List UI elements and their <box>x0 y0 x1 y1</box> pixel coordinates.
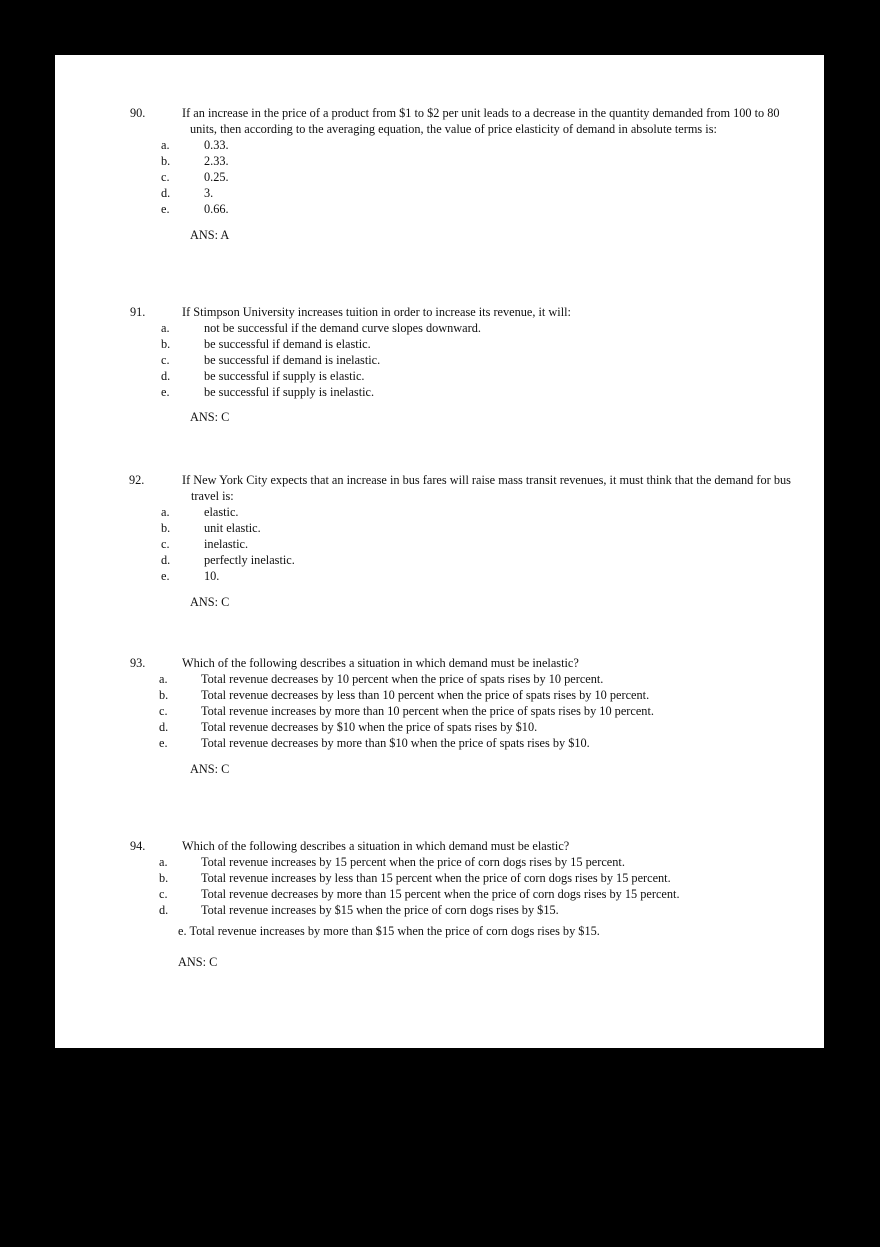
question-stem-94 <box>55 838 824 854</box>
option-letter: b. <box>159 871 169 886</box>
question-block-90 <box>55 105 824 243</box>
document-page-sheet <box>55 55 824 1048</box>
option-item[interactable] <box>55 536 824 552</box>
option-letter: d. <box>161 369 171 384</box>
option-text: Total revenue decreases by less than 10 percent when the price of spats rises by 10 percent. <box>201 688 650 703</box>
option-list-91 <box>55 320 824 400</box>
option-item[interactable] <box>55 320 824 336</box>
answer-line-93: ANS: C <box>190 762 230 777</box>
option-text: Total revenue decreases by $10 when the price of spats rises by $10. <box>201 720 538 735</box>
answer-line-94: ANS: C <box>178 955 218 970</box>
option-letter: a. <box>159 672 168 687</box>
question-number-90: 90. <box>130 106 146 120</box>
option-item[interactable] <box>55 352 824 368</box>
option-letter: b. <box>161 337 171 352</box>
question-stem-text-93: Which of the following describes a situation in which demand must be inelastic? <box>182 656 579 670</box>
option-letter: d. <box>159 903 169 918</box>
option-letter: e. <box>161 202 170 217</box>
option-item[interactable] <box>55 201 824 217</box>
option-text: be successful if supply is inelastic. <box>204 385 375 400</box>
option-item[interactable] <box>55 923 824 939</box>
option-item[interactable] <box>55 552 824 568</box>
question-number-92: 92. <box>129 473 145 487</box>
option-item[interactable] <box>55 568 824 584</box>
option-text: be successful if supply is elastic. <box>204 369 365 384</box>
option-text: not be successful if the demand curve slopes downward. <box>204 321 481 336</box>
question-stem-text-90: If an increase in the price of a product from $1 to $2 per unit leads to a decrease in the quantity demanded from 100 to 80 units, then according to the averaging equation, the value of price elasticity of demand in absolute terms is: <box>182 106 780 137</box>
option-letter: e. <box>161 385 170 400</box>
option-text: Total revenue decreases by more than $10 when the price of spats rises by $10. <box>201 736 590 751</box>
option-text: 0.25. <box>204 170 229 185</box>
option-letter: a. <box>159 855 168 870</box>
option-letter: b. <box>161 521 171 536</box>
option-text: Total revenue decreases by 10 percent when the price of spats rises by 10 percent. <box>201 672 604 687</box>
option-text: Total revenue increases by more than 10 percent when the price of spats rises by 10 percent. <box>201 704 654 719</box>
option-item[interactable] <box>55 687 824 703</box>
option-item[interactable] <box>55 368 824 384</box>
option-letter: b. <box>161 154 171 169</box>
option-letter: c. <box>161 537 170 552</box>
question-number-94: 94. <box>130 839 146 853</box>
option-letter: d. <box>159 720 169 735</box>
option-item[interactable] <box>55 870 824 886</box>
option-item[interactable] <box>55 854 824 870</box>
option-item[interactable] <box>55 153 824 169</box>
option-text: Total revenue increases by more than $15 when the price of corn dogs rises by $15. <box>189 924 600 939</box>
option-letter: a. <box>161 138 170 153</box>
option-letter: d. <box>161 186 171 201</box>
question-stem-90 <box>55 105 824 137</box>
question-stem-92 <box>55 472 824 504</box>
option-text: Total revenue increases by less than 15 percent when the price of corn dogs rises by 15 percent. <box>201 871 671 886</box>
option-letter: e. <box>178 924 187 939</box>
option-text: unit elastic. <box>204 521 261 536</box>
answer-line-90: ANS: A <box>190 228 230 243</box>
option-letter: d. <box>161 553 171 568</box>
option-list-92 <box>55 504 824 584</box>
option-letter: b. <box>159 688 169 703</box>
option-item[interactable] <box>55 336 824 352</box>
question-stem-text-91: If Stimpson University increases tuition in order to increase its revenue, it will: <box>182 305 571 319</box>
question-stem-93 <box>55 655 824 671</box>
option-text: inelastic. <box>204 537 249 552</box>
option-list-94 <box>55 854 824 939</box>
option-letter: e. <box>161 569 170 584</box>
option-item[interactable] <box>55 735 824 751</box>
document-text-body <box>55 55 824 1048</box>
option-text: Total revenue increases by $15 when the price of corn dogs rises by $15. <box>201 903 559 918</box>
option-text: 3. <box>204 186 214 201</box>
option-item[interactable] <box>55 520 824 536</box>
option-item[interactable] <box>55 137 824 153</box>
option-letter: c. <box>159 704 168 719</box>
option-item[interactable] <box>55 671 824 687</box>
answer-line-91: ANS: C <box>190 410 230 425</box>
option-item[interactable] <box>55 719 824 735</box>
option-letter: c. <box>161 170 170 185</box>
question-block-93 <box>55 655 824 777</box>
option-letter: c. <box>161 353 170 368</box>
option-letter: a. <box>161 321 170 336</box>
option-text: 10. <box>204 569 220 584</box>
question-stem-text-92: If New York City expects that an increase in bus fares will raise mass transit revenues, it must think that the demand for bus travel is: <box>182 473 791 504</box>
option-letter: c. <box>159 887 168 902</box>
option-text: be successful if demand is elastic. <box>204 337 371 352</box>
option-item[interactable] <box>55 504 824 520</box>
question-stem-91 <box>55 304 824 320</box>
option-text: 0.66. <box>204 202 229 217</box>
option-item[interactable] <box>55 886 824 902</box>
option-text: elastic. <box>204 505 239 520</box>
answer-line-92: ANS: C <box>190 595 230 610</box>
option-item[interactable] <box>55 384 824 400</box>
option-text: perfectly inelastic. <box>204 553 295 568</box>
option-text: 2.33. <box>204 154 229 169</box>
question-number-91: 91. <box>130 305 146 319</box>
option-item[interactable] <box>55 185 824 201</box>
option-list-90 <box>55 137 824 217</box>
option-item[interactable] <box>55 902 824 918</box>
option-letter: e. <box>159 736 168 751</box>
option-text: 0.33. <box>204 138 229 153</box>
option-item[interactable] <box>55 169 824 185</box>
question-block-92 <box>55 472 824 610</box>
option-letter: a. <box>161 505 170 520</box>
question-number-93: 93. <box>130 656 146 670</box>
question-block-94 <box>55 838 824 970</box>
option-item[interactable] <box>55 703 824 719</box>
option-list-93 <box>55 671 824 751</box>
question-stem-text-94: Which of the following describes a situation in which demand must be elastic? <box>182 839 570 853</box>
option-text: Total revenue decreases by more than 15 percent when the price of corn dogs rises by 15 percent. <box>201 887 680 902</box>
option-text: be successful if demand is inelastic. <box>204 353 381 368</box>
question-block-91 <box>55 304 824 425</box>
option-text: Total revenue increases by 15 percent when the price of corn dogs rises by 15 percent. <box>201 855 625 870</box>
